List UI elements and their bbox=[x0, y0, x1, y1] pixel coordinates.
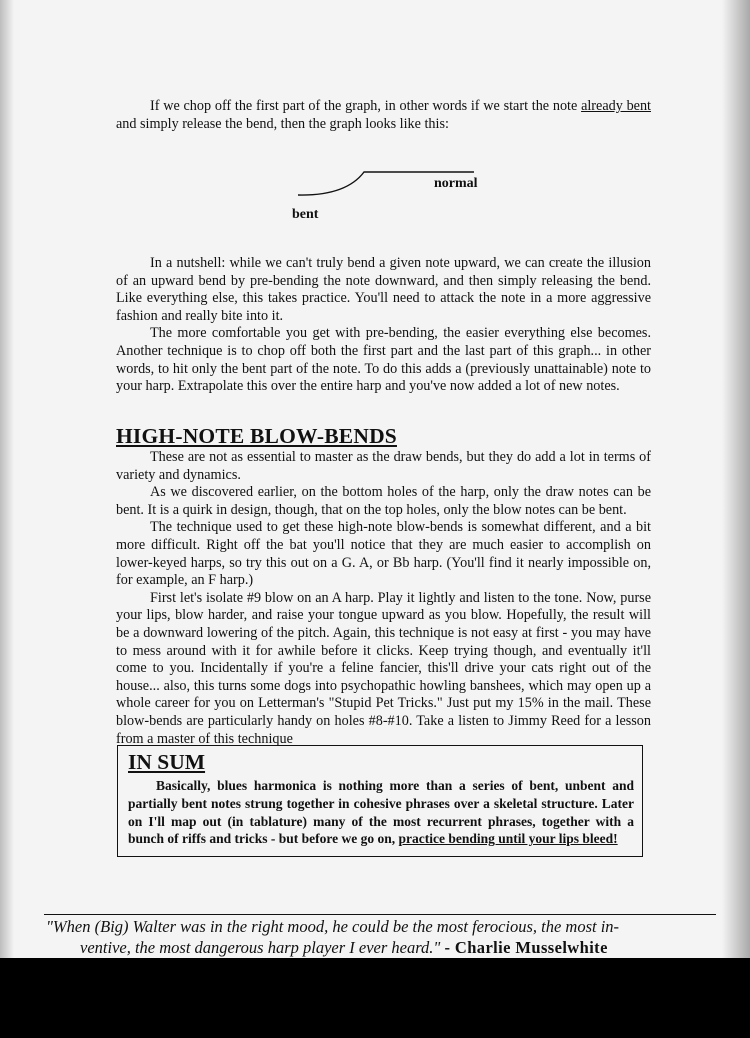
intro-underlined-text: already bent bbox=[581, 98, 651, 114]
section-paragraphs bbox=[116, 449, 651, 748]
in-sum-title: IN SUM bbox=[128, 750, 206, 774]
in-sum-underlined-text: practice bending until your lips bleed! bbox=[398, 831, 618, 847]
quote-line-1: "When (Big) Walter was in the right mood, he could be the most ferocious, the most in- bbox=[46, 917, 620, 936]
intro-text-end: and simply release the bend, then the graph looks like this: bbox=[116, 115, 449, 132]
section-heading: HIGH-NOTE BLOW-BENDS bbox=[116, 424, 397, 448]
paragraph: The technique used to get these high-note blow-bends is somewhat different, and a bit more difficult. Right off the bat you'll notice that they are much easier to accomplish on lower-keyed harps, so try this out on a G. A, or Bb harp. (You'll find it nearly impossible on, for example, an F harp.) bbox=[116, 519, 651, 589]
pull-quote bbox=[46, 916, 716, 958]
quote-line-2: ventive, the most dangerous harp player I ever heard." bbox=[80, 938, 441, 957]
graph-label-bent: bent bbox=[292, 207, 319, 222]
bend-graph bbox=[286, 164, 496, 234]
intro-paragraph bbox=[116, 98, 651, 133]
paragraph: The more comfortable you get with pre-bending, the easier everything else becomes. Another technique is to chop off both the first part and the last part of this graph... in other words, to hit only the bent part of the note. To do this adds a (previously unattainable) note to your harp. Extrapolate this over the entire harp and you've now added a lot of new notes. bbox=[116, 325, 651, 395]
paragraph: In a nutshell: while we can't truly bend a given note upward, we can create the illusion of an upward bend by pre-bending the note downward, and then simply releasing the bend. Like everything else, this takes practice. You'll need to attack the note in a more aggressive fashion and really bite into it. bbox=[116, 255, 651, 324]
paragraph: These are not as essential to master as the draw bends, but they do add a lot in terms of variety and dynamics. bbox=[116, 449, 651, 483]
page-edge-shadow-left bbox=[0, 0, 14, 958]
graph-label-normal: normal bbox=[434, 176, 478, 191]
page-edge-shadow-right bbox=[722, 0, 750, 958]
bend-graph-curve bbox=[286, 164, 496, 234]
body-paragraphs bbox=[116, 255, 651, 396]
in-sum-box bbox=[117, 745, 643, 857]
paragraph: As we discovered earlier, on the bottom holes of the harp, only the draw notes can be bent. It is a quirk in design, though, that on the top holes, only the blow notes can be bent. bbox=[116, 484, 651, 518]
quote-attribution: - Charlie Musselwhite bbox=[444, 938, 608, 957]
in-sum-body bbox=[128, 777, 634, 848]
in-sum-text: Basically, blues harmonica is nothing more than a series of bent, unbent and partially bent notes strung together in cohesive phrases over a skeletal structure. Later on I'll map out (in tablature) many of the most recurrent phrases, together with a bunch of riffs and tricks - but before we go on, bbox=[128, 778, 634, 847]
quote-divider bbox=[44, 914, 716, 915]
intro-text: If we chop off the first part of the graph, in other words if we start the note bbox=[150, 98, 582, 114]
paragraph: First let's isolate #9 blow on an A harp. Play it lightly and listen to the tone. Now, purse your lips, blow harder, and raise your tongue upward as you blow. Hopefully, the result will be a downward lowering of the pitch. Again, this technique is not easy at first - you may have to mess around with it for awhile before it clicks. Keep trying though, and eventually it'll come to you. Incidentally if you're a feline fancier, this'll drive your cats right out of the house... also, this turns some dogs into psychopathic howling banshees, which may open up a whole career for you on Letterman's "Stupid Pet Tricks." Just put my 15% in the mail. These blow-bends are particularly handy on holes #8-#10. Take a listen to Jimmy Reed for a lesson from a master of this technique bbox=[116, 589, 651, 747]
